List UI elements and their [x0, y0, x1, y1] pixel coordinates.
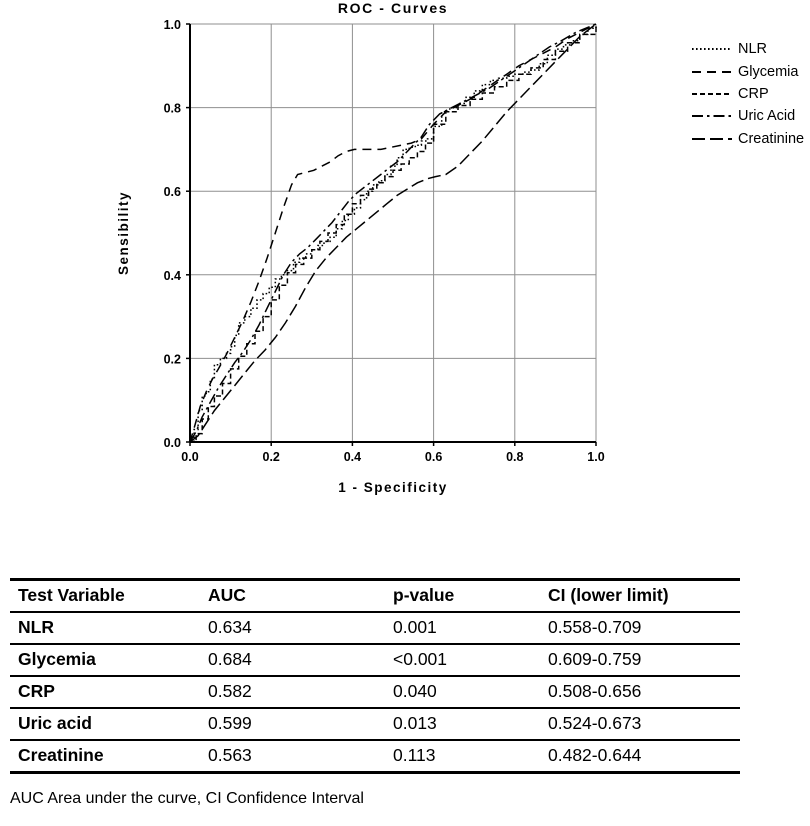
figure-footnote: AUC Area under the curve, CI Confidence Interval [10, 790, 364, 807]
axis-tick-labels [164, 18, 605, 464]
col-header-auc: AUC [208, 584, 246, 605]
roc-curve-glycemia [190, 24, 596, 442]
y-axis-title: Sensibility [116, 190, 131, 276]
col-header-test-variable: Test Variable [18, 584, 125, 605]
cell-p: <0.001 [393, 648, 448, 669]
legend-key-icon [690, 65, 734, 79]
cell-auc: 0.582 [208, 680, 252, 701]
cell-auc: 0.599 [208, 712, 252, 733]
chart-legend [690, 38, 810, 150]
y-tick-label: 0.2 [163, 352, 181, 367]
legend-label: Creatinine [738, 130, 805, 147]
legend-key-icon [690, 87, 734, 101]
y-tick-label: 0.8 [163, 101, 181, 116]
x-tick-label: 1.0 [587, 450, 605, 464]
y-tick-label: 1.0 [163, 18, 181, 32]
table-row [10, 644, 740, 676]
grid-lines [190, 24, 596, 442]
col-header-p-value: p-value [393, 584, 455, 605]
col-header-ci: CI (lower limit) [548, 584, 669, 605]
cell-variable: CRP [18, 680, 55, 701]
cell-auc: 0.634 [208, 616, 252, 637]
cell-ci: 0.524-0.673 [548, 712, 642, 733]
table-row [10, 676, 740, 708]
roc-curve-creatinine [190, 24, 596, 442]
roc-curve-uric-acid [190, 24, 596, 442]
x-tick-label: 0.2 [262, 450, 280, 464]
roc-curve-nlr [190, 24, 596, 442]
x-tick-label: 0.8 [506, 450, 524, 464]
x-axis-title: 1 - Specificity [338, 480, 448, 495]
legend-item-crp[interactable] [690, 83, 810, 105]
legend-key-icon [690, 42, 734, 56]
x-tick-label: 0.0 [181, 450, 199, 464]
cell-ci: 0.609-0.759 [548, 648, 642, 669]
legend-item-nlr[interactable] [690, 38, 810, 60]
cell-ci: 0.558-0.709 [548, 616, 642, 637]
cell-p: 0.113 [393, 744, 436, 765]
y-tick-label: 0.6 [163, 185, 181, 200]
axis-ticks [186, 24, 596, 446]
legend-key-icon [690, 132, 734, 146]
plot-frame [190, 24, 596, 442]
cell-variable: Uric acid [18, 712, 92, 733]
cell-p: 0.040 [393, 680, 437, 701]
cell-variable: NLR [18, 616, 54, 637]
x-tick-label: 0.4 [343, 450, 362, 464]
table-row [10, 612, 740, 644]
cell-variable: Glycemia [18, 648, 96, 669]
cell-variable: Creatinine [18, 744, 104, 765]
roc-curve-crp [190, 24, 596, 442]
legend-item-uric-acid[interactable] [690, 105, 810, 127]
legend-key-icon [690, 109, 734, 123]
roc-curves [190, 24, 596, 442]
legend-item-creatinine[interactable] [690, 128, 810, 150]
legend-label: CRP [738, 85, 769, 102]
table-row [10, 740, 740, 773]
cell-ci: 0.508-0.656 [548, 680, 642, 701]
cell-p: 0.001 [393, 616, 437, 637]
table-body [10, 612, 740, 773]
table-head [10, 580, 740, 613]
table-header-row [10, 580, 740, 613]
x-tick-label: 0.6 [424, 450, 443, 464]
cell-ci: 0.482-0.644 [548, 744, 642, 765]
cell-p: 0.013 [393, 712, 437, 733]
auc-table [10, 578, 740, 774]
y-tick-label: 0.0 [163, 436, 181, 450]
legend-label: Uric Acid [738, 108, 796, 125]
legend-item-glycemia[interactable] [690, 60, 810, 82]
cell-auc: 0.684 [208, 648, 252, 669]
legend-label: Glycemia [738, 63, 799, 80]
table-row [10, 708, 740, 740]
chart-title: ROC - Curves [337, 0, 449, 16]
cell-auc: 0.563 [208, 744, 252, 765]
auc-table-wrap [10, 578, 740, 774]
legend-label: NLR [738, 41, 768, 58]
y-tick-label: 0.4 [163, 268, 181, 283]
